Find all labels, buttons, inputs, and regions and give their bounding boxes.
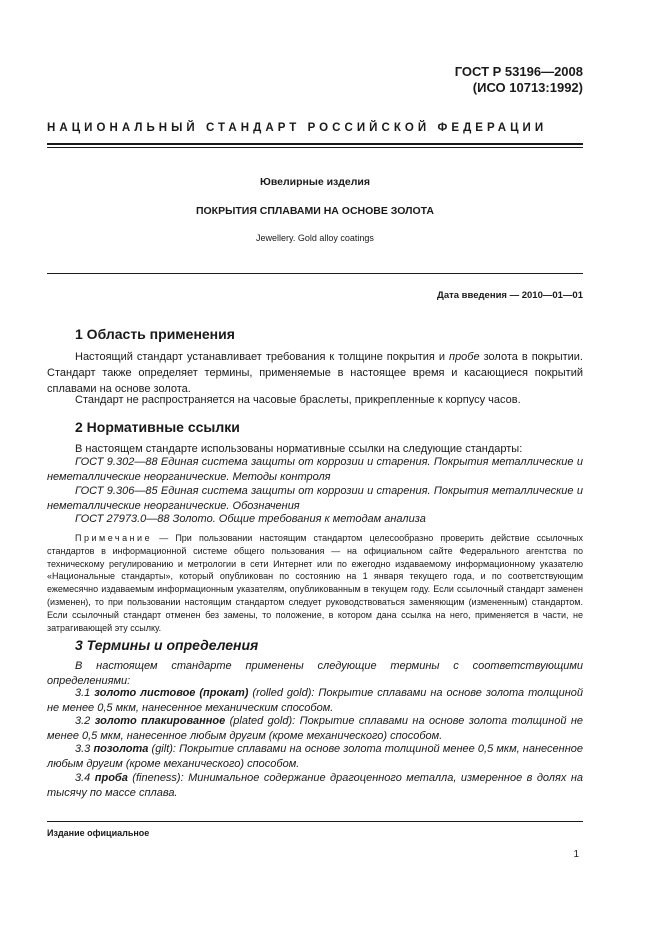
term-name: позолота: [93, 743, 149, 755]
term-definition: Покрытие сплавами на основе золота толщиной не менее 0,5 мкм, нанесенное механическим способом.: [47, 687, 584, 714]
title-rule: [47, 273, 583, 274]
note-text: — При пользовании настоящим стандартом целесообразно проверить действие ссылочных стандартов в информационной системе общего пользования — на официальном сайте Федерального агентства по техническому регулированию и метрологии в сети Интернет или по ежегодно издаваемому информационному указателю «Национальные стандарты», который опубликован по состоянию на 1 января текущего года, и по соответствующим ежемесячно издаваемым информационным указателям, опубликованным в текущем году. Если ссылочный стандарт заменен (изменен), то при пользовании настоящим стандартом следует руководствоваться заменяющим (измененным) стандартом. Если ссылочный стандарт отменен без замены, то положение, в котором дана ссылка на него, применяется в части, не затрагивающей эту ссылку.: [47, 533, 583, 633]
term-definition: Покрытие сплавами на основе золота толщиной не менее 0,5 мкм, нанесенное любым другим (кроме механического) способом.: [47, 715, 583, 742]
section-1-p1-text: Настоящий стандарт устанавливает требования к толщине покрытия и: [75, 351, 446, 363]
term-3-4: [47, 771, 583, 801]
term-english: (fineness):: [132, 772, 184, 784]
term-3-1: [47, 686, 583, 716]
document-title: ПОКРЫТИЯ СПЛАВАМИ НА ОСНОВЕ ЗОЛОТА: [195, 205, 435, 217]
term-name: золото плакированное: [94, 715, 226, 727]
official-edition-label: Издание официальное: [47, 828, 150, 838]
section-2-intro: В настоящем стандарте использованы нормативные ссылки на следующие стандарты:: [75, 443, 523, 455]
section-1-paragraph-1: [47, 349, 583, 397]
header-rule-thin: [47, 147, 583, 148]
iso-number: (ИСО 10713:1992): [472, 80, 583, 95]
term-name: проба: [94, 772, 128, 784]
english-title: Jewellery. Gold alloy coatings: [256, 233, 374, 243]
reference-gost-27973: ГОСТ 27973.0—88 Золото. Общие требования к методам анализа: [75, 513, 426, 525]
term-name: золото листовое (прокат): [94, 687, 249, 699]
introduction-date: Дата введения — 2010—01—01: [437, 290, 583, 301]
gost-number: ГОСТ Р 53196—2008: [454, 64, 583, 79]
section-2-note: [47, 532, 583, 634]
term-english: (rolled gold):: [252, 687, 315, 699]
term-number: 3.2: [75, 715, 91, 727]
term-number: 3.4: [75, 772, 91, 784]
header-rule-thick: [47, 143, 583, 145]
term-definition: Покрытие сплавами на основе золота толщиной менее 0,5 мкм, нанесенное любым другим (кроме механического) способом.: [47, 743, 583, 770]
page-number: 1: [573, 849, 579, 860]
section-1-paragraph-2: Стандарт не распространяется на часовые браслеты, прикрепленные к корпусу часов.: [75, 394, 521, 406]
term-number: 3.1: [75, 687, 91, 699]
term-english: (plated gold):: [229, 715, 296, 727]
reference-gost-9-306: ГОСТ 9.306—85 Единая система защиты от коррозии и старения. Покрытия металлические и неметаллические неорганические. Обозначения: [47, 485, 583, 512]
term-number: 3.3: [75, 743, 91, 755]
section-1-p1-rest: золота в покрытии. Стандарт также определяет термины, применяемые в настоящее время и касающиеся покрытий сплавами на основе золота.: [47, 351, 583, 395]
section-2-heading: 2 Нормативные ссылки: [75, 419, 240, 435]
national-standard-title: НАЦИОНАЛЬНЫЙ СТАНДАРТ РОССИЙСКОЙ ФЕДЕРАЦИИ: [47, 122, 548, 134]
term-definition: Минимальное содержание драгоценного металла, измеренное в долях на тысячу по массе сплава.: [47, 772, 583, 799]
section-3-heading: 3 Термины и определения: [75, 637, 259, 653]
term-3-2: [47, 714, 583, 744]
section-1-p1-italic: пробе: [449, 351, 480, 363]
section-3-intro: В настоящем стандарте применены следующие термины с соответствующими определениями:: [47, 660, 583, 687]
note-label: Примечание: [75, 533, 153, 543]
footer-rule: [47, 821, 583, 822]
section-1-heading: 1 Область применения: [75, 326, 235, 342]
reference-gost-9-302: ГОСТ 9.302—88 Единая система защиты от коррозии и старения. Покрытия металлические и неметаллические неорганические. Методы контроля: [47, 456, 583, 483]
term-english: (gilt):: [151, 743, 176, 755]
document-topic: Ювелирные изделия: [259, 176, 371, 188]
term-3-3: [47, 742, 583, 772]
